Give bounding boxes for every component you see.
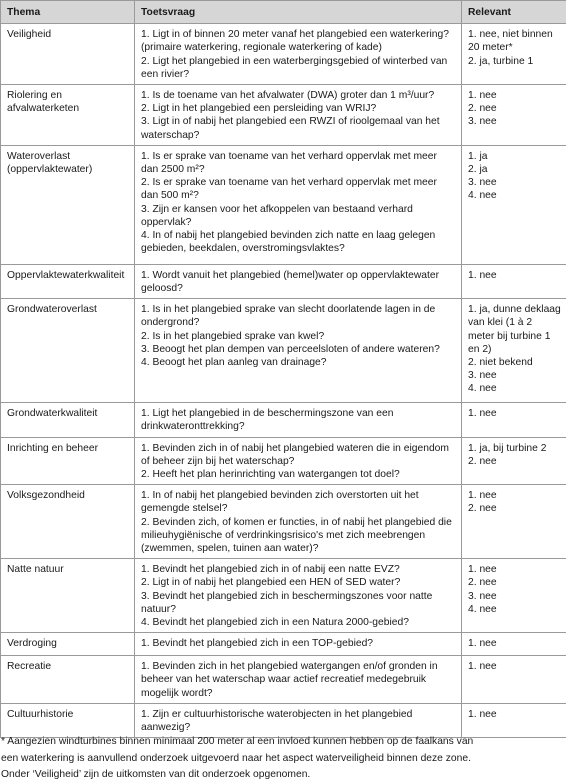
cell-relevant xyxy=(462,656,566,704)
cell-thema: Grondwateroverlast xyxy=(1,299,135,403)
answer-line: 4. nee xyxy=(468,382,561,395)
header-toetsvraag: Toetsvraag xyxy=(135,1,462,24)
cell-relevant xyxy=(462,485,566,559)
table-row xyxy=(1,559,566,633)
answer-line: 1. nee xyxy=(468,708,561,721)
answer-line: 1. nee xyxy=(468,89,561,102)
cell-relevant xyxy=(462,145,566,264)
cell-relevant xyxy=(462,703,566,737)
cell-toetsvraag xyxy=(135,24,462,85)
cell-thema: Volksgezondheid xyxy=(1,485,135,559)
question-line: 2. Is er sprake van toename van het verhard oppervlak met meer dan 500 m²? xyxy=(141,176,456,202)
question-line: 1. Bevindt het plangebied zich in of nabij een natte EVZ? xyxy=(141,563,456,576)
cell-toetsvraag xyxy=(135,145,462,264)
table-row xyxy=(1,85,566,146)
question-line: 4. In of nabij het plangebied bevinden zich natte en laag gelegen gebieden, beekdalen, overstromingsvlaktes? xyxy=(141,229,456,255)
cell-thema: Inrichting en beheer xyxy=(1,437,135,485)
cell-relevant xyxy=(462,85,566,146)
answer-line: 3. nee xyxy=(468,590,561,603)
question-line: 2. Ligt in het plangebied een persleiding van WRIJ? xyxy=(141,102,456,115)
table-row xyxy=(1,145,566,264)
cell-toetsvraag xyxy=(135,264,462,298)
question-line: 3. Beoogt het plan dempen van perceelsloten of andere wateren? xyxy=(141,343,456,356)
cell-toetsvraag xyxy=(135,85,462,146)
question-line: 3. Ligt in of nabij het plangebied een RWZI of rioolgemaal van het waterschap? xyxy=(141,115,456,141)
cell-thema: Grondwaterkwaliteit xyxy=(1,403,135,437)
table-row xyxy=(1,24,566,85)
footnote-line: een waterkering is aanvullend onderzoek uitgevoerd naar het aspect waterveiligheid binnen deze zone. xyxy=(1,751,563,768)
cell-thema: Cultuurhistorie xyxy=(1,703,135,737)
answer-line: 1. nee xyxy=(468,660,561,673)
answer-line: 1. nee xyxy=(468,269,561,282)
question-line: 1. Is de toename van het afvalwater (DWA) groter dan 1 m³/uur? xyxy=(141,89,456,102)
answer-line: 4. nee xyxy=(468,603,561,616)
cell-relevant xyxy=(462,24,566,85)
cell-toetsvraag xyxy=(135,633,462,656)
table-row xyxy=(1,299,566,403)
answer-line: 1. nee, niet binnen 20 meter* xyxy=(468,28,561,54)
cell-thema: Veiligheid xyxy=(1,24,135,85)
answer-line: 3. nee xyxy=(468,115,561,128)
cell-toetsvraag xyxy=(135,485,462,559)
cell-relevant xyxy=(462,633,566,656)
question-line: 2. Ligt het plangebied in een waterbergingsgebied of winterbed van een rivier? xyxy=(141,55,456,81)
question-line: 1. Bevinden zich in of nabij het plangebied wateren die in eigendom of beheer zijn bij het waterschap? xyxy=(141,442,456,468)
header-relevant: Relevant xyxy=(462,1,566,24)
table-row xyxy=(1,403,566,437)
cell-thema: Riolering en afvalwaterketen xyxy=(1,85,135,146)
question-line: 1. In of nabij het plangebied bevinden zich overstorten uit het gemengde stelsel? xyxy=(141,489,456,515)
cell-toetsvraag xyxy=(135,437,462,485)
question-line: 1. Is in het plangebied sprake van slecht doorlatende lagen in de ondergrond? xyxy=(141,303,456,329)
cell-toetsvraag xyxy=(135,403,462,437)
answer-line: 2. nee xyxy=(468,102,561,115)
footnote-line: * Aangezien windturbines binnen minimaal 200 meter al een invloed kunnen hebben op de faalkans van xyxy=(1,734,563,751)
cell-thema: Wateroverlast (oppervlaktewater) xyxy=(1,145,135,264)
answer-line: 4. nee xyxy=(468,189,561,202)
table-row xyxy=(1,437,566,485)
table-row xyxy=(1,485,566,559)
question-line: 1. Is er sprake van toename van het verhard oppervlak met meer dan 2500 m²? xyxy=(141,150,456,176)
table-row xyxy=(1,656,566,704)
answer-line: 1. nee xyxy=(468,489,561,502)
answer-line: 2. nee xyxy=(468,455,561,468)
question-line: 3. Zijn er kansen voor het afkoppelen van bestaand verhard oppervlak? xyxy=(141,203,456,229)
question-line: 1. Zijn er cultuurhistorische waterobjecten in het plangebied aanwezig? xyxy=(141,708,456,734)
question-line: 1. Bevindt het plangebied zich in een TOP-gebied? xyxy=(141,637,456,650)
question-line: 3. Bevindt het plangebied zich in beschermingszones voor natte natuur? xyxy=(141,590,456,616)
question-line: 1. Wordt vanuit het plangebied (hemel)water op oppervlaktewater geloosd? xyxy=(141,269,456,295)
cell-toetsvraag xyxy=(135,703,462,737)
cell-relevant xyxy=(462,264,566,298)
table-row xyxy=(1,703,566,737)
answer-line: 3. nee xyxy=(468,369,561,382)
question-line: 2. Ligt in of nabij het plangebied een HEN of SED water? xyxy=(141,576,456,589)
cell-toetsvraag xyxy=(135,299,462,403)
question-line: 4. Beoogt het plan aanleg van drainage? xyxy=(141,356,456,369)
answer-line: 1. nee xyxy=(468,637,561,650)
answer-line: 2. nee xyxy=(468,576,561,589)
answer-line: 1. ja, bij turbine 2 xyxy=(468,442,561,455)
answer-line: 2. nee xyxy=(468,502,561,515)
answer-line: 1. ja, dunne deklaag van klei (1 à 2 meter bij turbine 1 en 2) xyxy=(468,303,561,356)
cell-toetsvraag xyxy=(135,656,462,704)
question-line: 1. Bevinden zich in het plangebied watergangen en/of gronden in beheer van het waterschap waar actief recreatief medegebruik mogelijk wordt? xyxy=(141,660,456,700)
answer-line: 2. ja, turbine 1 xyxy=(468,55,561,68)
question-line: 2. Is in het plangebied sprake van kwel? xyxy=(141,330,456,343)
cell-thema: Oppervlaktewaterkwaliteit xyxy=(1,264,135,298)
table-row xyxy=(1,633,566,656)
footnote-line: Onder ‘Veiligheid’ zijn de uitkomsten van dit onderzoek opgenomen. xyxy=(1,767,563,784)
answer-line: 2. ja xyxy=(468,163,561,176)
question-line: 1. Ligt het plangebied in de beschermingszone van een drinkwateronttrekking? xyxy=(141,407,456,433)
cell-toetsvraag xyxy=(135,559,462,633)
cell-relevant xyxy=(462,437,566,485)
question-line: 1. Ligt in of binnen 20 meter vanaf het plangebied een waterkering? (primaire waterkering, regionale waterkering of kade) xyxy=(141,28,456,54)
question-line: 2. Bevinden zich, of komen er functies, in of nabij het plangebied die milieuhygiënische of verdrinkingsrisico's met zich meebrengen (zwemmen, spelen, tuinen aan water)? xyxy=(141,516,456,556)
question-line: 2. Heeft het plan herinrichting van watergangen tot doel? xyxy=(141,468,456,481)
cell-relevant xyxy=(462,403,566,437)
cell-relevant xyxy=(462,299,566,403)
cell-thema: Verdroging xyxy=(1,633,135,656)
answer-line: 1. ja xyxy=(468,150,561,163)
answer-line: 2. niet bekend xyxy=(468,356,561,369)
cell-thema: Recreatie xyxy=(1,656,135,704)
cell-thema: Natte natuur xyxy=(1,559,135,633)
cell-relevant xyxy=(462,559,566,633)
answer-line: 1. nee xyxy=(468,407,561,420)
answer-line: 3. nee xyxy=(468,176,561,189)
header-thema: Thema xyxy=(1,1,135,24)
table-header-row xyxy=(1,1,566,24)
answer-line: 1. nee xyxy=(468,563,561,576)
table-row xyxy=(1,264,566,298)
question-line: 4. Bevindt het plangebied zich in een Natura 2000-gebied? xyxy=(141,616,456,629)
footnote xyxy=(1,734,563,784)
